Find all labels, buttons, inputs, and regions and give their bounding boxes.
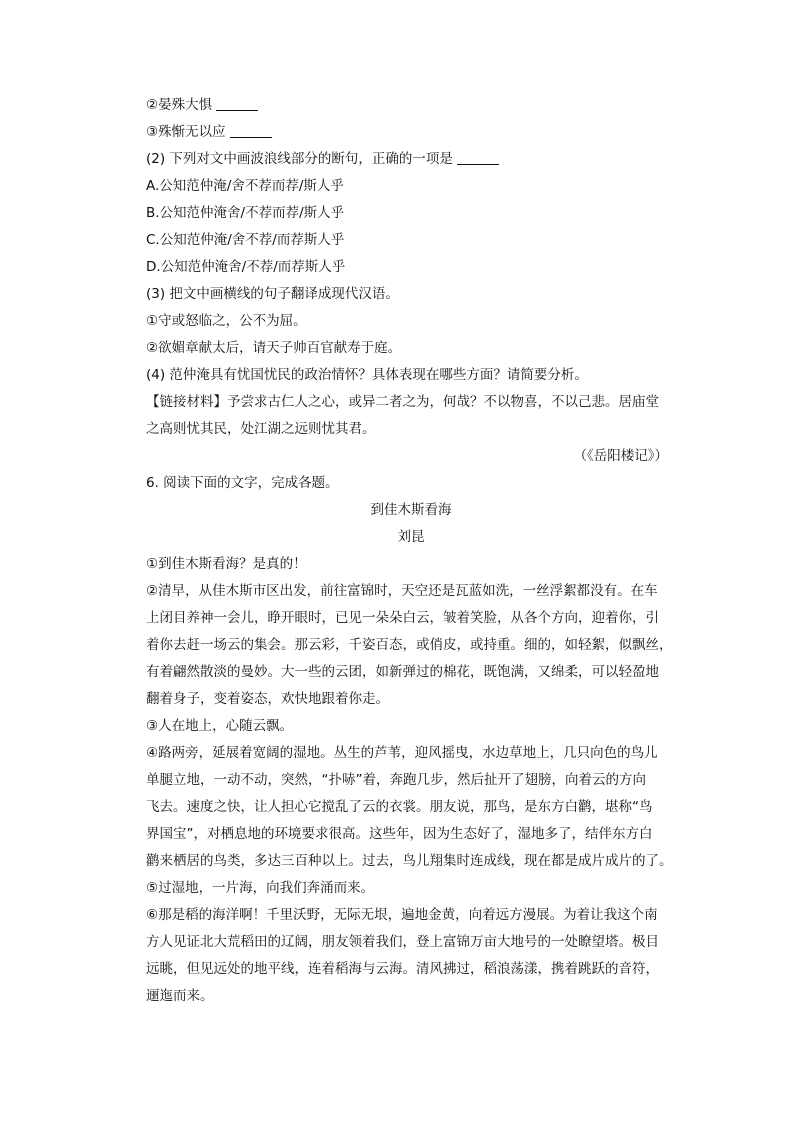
article-line: 单腿立地，一动不动，突然，“扑哧”着，奔跑几步，然后扯开了翅膀，向着云的方向: [146, 772, 646, 788]
article-line: ①到佳木斯看海？是真的！: [146, 556, 307, 572]
article-line: 逦迤而来。: [146, 988, 214, 1004]
question-item-3: [146, 119, 676, 146]
translation-sentence-1: ①守或怒临之，公不为屈。: [146, 313, 307, 329]
article-line: 上闭目养神一会儿，睁开眼时，已见一朵朵白云，皱着笑脸，从各个方向，迎着你，引: [146, 610, 659, 626]
option-c: C.公知范仲淹/舍不荐/而荐斯人乎: [146, 232, 345, 248]
option-b: B.公知范仲淹舍/不荐而荐/斯人乎: [146, 205, 345, 221]
article-line: 有着翩然散淡的曼妙。大一些的云团，如新弹过的棉花，既饱满，又绵柔，可以轻盈地: [146, 664, 659, 680]
link-material-source: （《岳阳楼记》）: [573, 448, 668, 464]
translation-sentence-2: ②欲媚章献太后，请天子帅百官献寿于庭。: [146, 340, 402, 356]
article-line: ④路两旁，延展着宽阔的湿地。丛生的芦苇，迎风摇曳，水边草地上，几只向色的鸟儿: [146, 745, 658, 761]
answer-blank[interactable]: [230, 123, 272, 138]
link-material-line-2: 之高则忧其民，处江湖之远则忧其君。: [146, 421, 376, 437]
article-line: 方人见证北大荒稻田的辽阔，朋友领着我们，登上富锦万亩大地号的一处瞭望塔。极目: [146, 934, 659, 950]
article-title: 到佳木斯看海: [370, 502, 452, 518]
article-author: 刘昆: [397, 529, 425, 545]
question-item-2: [146, 92, 676, 119]
article-line: 着你去赶一场云的集会。那云彩，千姿百态，或俏皮，或持重。细的，如轻絮，似飘丝，: [146, 637, 673, 653]
question-item-2-text: ②晏殊大惧: [146, 97, 213, 113]
question-4-prompt: (4) 范仲淹具有忧国忧民的政治情怀？具体表现在哪些方面？请简要分析。: [146, 367, 588, 383]
article-line: 飞去。速度之快，让人担心它搅乱了云的衣裳。朋友说，那鸟，是东方白鹳，堪称“鸟: [146, 799, 653, 815]
option-d: D.公知范仲淹舍/不荐/而荐斯人乎: [146, 259, 346, 275]
article-line: ⑥那是稻的海洋啊！千里沃野，无际无垠，遍地金黄，向着远方漫展。为着让我这个南: [146, 907, 658, 923]
answer-blank[interactable]: [216, 96, 258, 111]
option-a: A.公知范仲淹/舍不荐而荐/斯人乎: [146, 178, 344, 194]
article-line: 远眺，但见远处的地平线，连着稻海与云海。清风拂过，稻浪荡漾，携着跳跃的音符，: [146, 961, 659, 977]
question-2-prompt: [146, 146, 676, 173]
article-line: 翻着身子，变着姿态，欢快地跟着你走。: [146, 691, 389, 707]
link-material-line-1: 【链接材料】予尝求古仁人之心，或异二者之为，何哉？不以物喜，不以己悲。居庙堂: [146, 394, 659, 410]
article-line: ⑤过湿地，一片海，向我们奔涌而来。: [146, 880, 375, 896]
document-page: [146, 92, 676, 1010]
article-line: 鹳来栖居的鸟类，多达三百种以上。过去，鸟儿翔集时连成线，现在都是成片成片的了。: [146, 853, 673, 869]
article-line: ②清早，从佳木斯市区出发，前往富锦时，天空还是瓦蓝如洗，一丝浮絮都没有。在车: [146, 583, 658, 599]
question-item-3-text: ③殊惭无以应: [146, 124, 226, 140]
question-6-prompt: 6. 阅读下面的文字，完成各题。: [146, 475, 339, 491]
question-2-prompt-text: (2) 下列对文中画波浪线部分的断句，正确的一项是: [146, 151, 453, 167]
article-line: 界国宝”，对栖息地的环境要求很高。这些年，因为生态好了，湿地多了，结伴东方白: [146, 826, 653, 842]
article-line: ③人在地上，心随云飘。: [146, 718, 294, 734]
answer-blank[interactable]: [457, 150, 499, 165]
question-3-prompt: (3) 把文中画横线的句子翻译成现代汉语。: [146, 286, 399, 302]
